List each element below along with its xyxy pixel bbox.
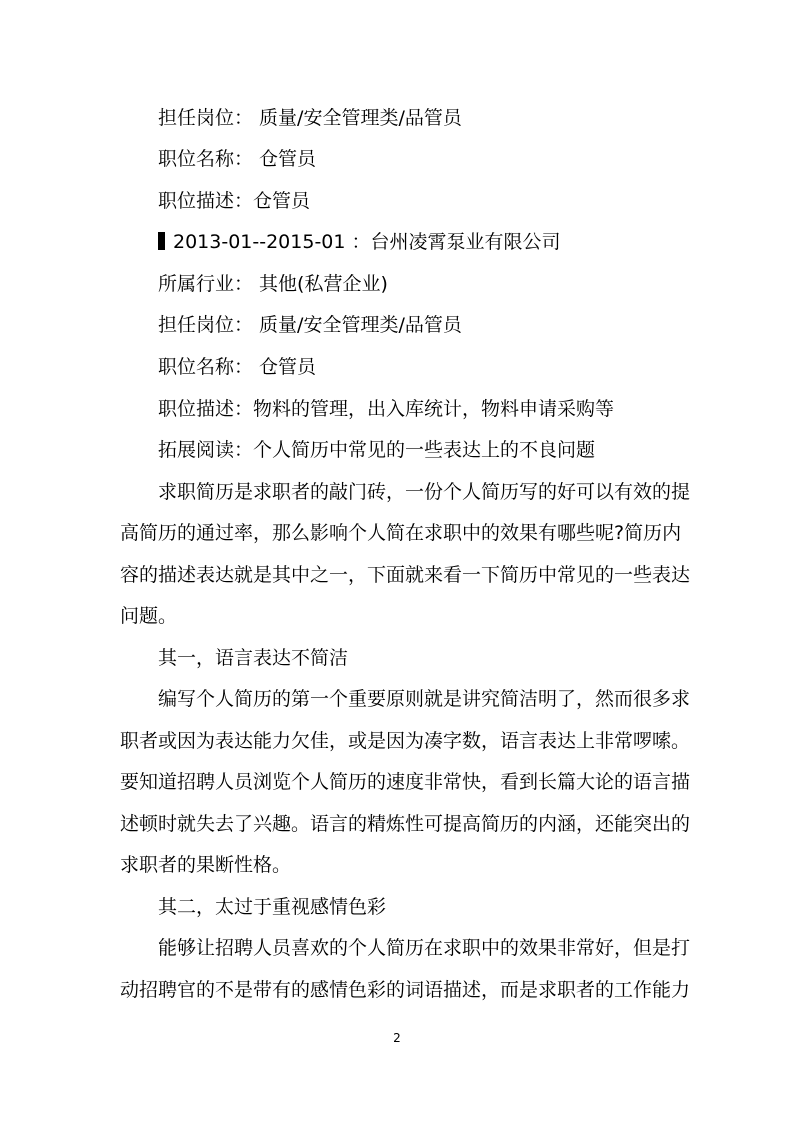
job-title-2: 职位名称： 仓管员 — [158, 356, 317, 378]
paragraph-2-line-1: 编写个人简历的第一个重要原则就是讲究简洁明了，然而很多求 — [158, 688, 691, 710]
section-heading-1: 其一，语言表达不简洁 — [158, 647, 349, 669]
job-title-1: 职位名称： 仓管员 — [158, 148, 317, 170]
paragraph-3-line-1: 能够让招聘人员喜欢的个人简历在求职中的效果非常好，但是打 — [158, 937, 691, 959]
paragraph-2-line-5: 求职者的果断性格。 — [120, 854, 292, 876]
paragraph-1-line-2: 高简历的通过率，那么影响个人简在求职中的效果有哪些呢?简历内 — [120, 522, 682, 544]
employment-period-text: 2013-01--2015-01 ：台州凌霄泵业有限公司 — [173, 231, 561, 253]
section-marker — [158, 232, 165, 250]
page-number: 2 — [393, 1031, 401, 1045]
job-position-2: 担任岗位： 质量/安全管理类/品管员 — [158, 314, 462, 336]
extended-reading-title: 拓展阅读：个人简历中常见的一些表达上的不良问题 — [158, 439, 596, 461]
paragraph-2-line-2: 职者或因为表达能力欠佳，或是因为凑字数，语言表达上非常啰嗦。 — [120, 730, 691, 752]
paragraph-1-line-1: 求职简历是求职者的敲门砖，一份个人简历写的好可以有效的提 — [158, 481, 691, 503]
paragraph-1-line-3: 容的描述表达就是其中之一，下面就来看一下简历中常见的一些表达 — [120, 564, 691, 586]
paragraph-3-line-2: 动招聘官的不是带有的感情色彩的词语描述，而是求职者的工作能力 — [120, 979, 691, 1001]
paragraph-2-line-4: 述顿时就失去了兴趣。语言的精炼性可提高简历的内涵，还能突出的 — [120, 813, 691, 835]
industry: 所属行业： 其他(私营企业) — [158, 273, 388, 295]
employment-period-company — [158, 230, 561, 254]
paragraph-2-line-3: 要知道招聘人员浏览个人简历的速度非常快，看到长篇大论的语言描 — [120, 771, 691, 793]
job-description-2: 职位描述：物料的管理，出入库统计，物料申请采购等 — [158, 398, 615, 420]
section-heading-2: 其二，太过于重视感情色彩 — [158, 896, 387, 918]
job-description-1: 职位描述：仓管员 — [158, 190, 311, 212]
paragraph-1-line-4: 问题。 — [120, 605, 178, 627]
job-position-1: 担任岗位： 质量/安全管理类/品管员 — [158, 107, 462, 129]
